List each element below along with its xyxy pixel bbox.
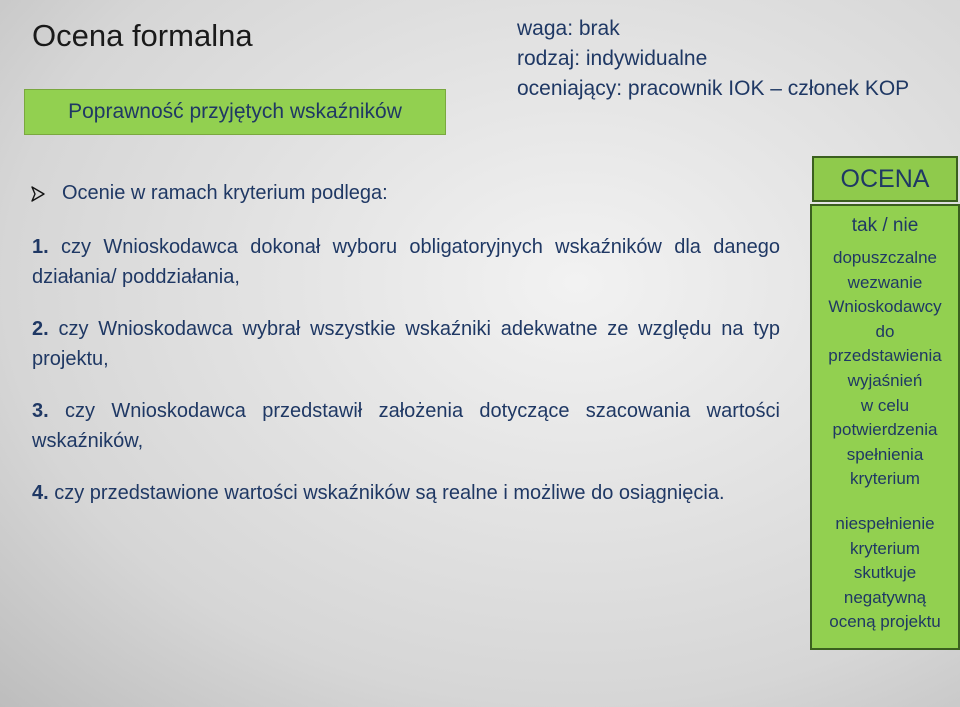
desc-line: dopuszczalne (833, 248, 937, 267)
desc-line: kryterium (850, 469, 920, 489)
item-number: 1. (32, 236, 49, 258)
desc-line: oceną projektu (829, 612, 941, 632)
negative-description (812, 512, 958, 635)
ocena-header-label: OCENA (840, 164, 930, 193)
criterion-meta (517, 14, 909, 104)
desc-line: przedstawienia (828, 346, 942, 366)
item-text: czy Wnioskodawca przedstawił założenia dotyczące szacowania wartości wskaźników, (32, 400, 780, 452)
desc-line: spełnienia (846, 444, 924, 464)
criterion-title: Poprawność przyjętych wskaźników (68, 100, 402, 123)
intro-bullet (30, 182, 388, 205)
arrow-bullet-icon (30, 186, 46, 202)
positive-description (812, 246, 958, 492)
type-label: rodzaj: indywidualne (517, 47, 708, 70)
page-title: Ocena formalna (32, 18, 253, 53)
tak-nie-label: tak / nie (851, 215, 919, 236)
desc-line: do (875, 321, 895, 341)
ocena-header (812, 156, 958, 202)
desc-line: potwierdzenia (832, 420, 938, 440)
ocena-panel (810, 204, 960, 650)
evaluator-label: oceniający: pracownik IOK – członek KOP (517, 77, 910, 100)
item-text: czy Wnioskodawca dokonał wyboru obligatoryjnych wskaźników dla danego działania/ poddziałania, (32, 236, 780, 288)
item-text: czy Wnioskodawca wybrał wszystkie wskaźniki adekwatne ze względu na typ projektu, (32, 318, 780, 370)
desc-line: niespełnienie (835, 513, 935, 533)
item-number: 3. (32, 400, 49, 422)
criterion-item-4 (32, 478, 780, 508)
intro-text: Ocenie w ramach kryterium podlega: (62, 182, 388, 204)
criterion-item-2 (32, 314, 780, 374)
item-text: czy przedstawione wartości wskaźników są realne i możliwe do osiągnięcia. (48, 482, 725, 504)
desc-line: w celu (860, 395, 910, 415)
desc-line: Wnioskodawcy (828, 297, 942, 317)
desc-line: wezwanie (847, 272, 923, 292)
criterion-item-3 (32, 396, 780, 456)
desc-line: negatywną (843, 587, 927, 607)
item-number: 2. (32, 318, 49, 340)
desc-line: skutkuje (853, 563, 917, 583)
desc-line: wyjaśnień (847, 370, 923, 390)
item-number: 4. (32, 482, 49, 504)
desc-line: kryterium (850, 538, 920, 558)
weight-label: waga: brak (517, 17, 620, 40)
criterion-item-1 (32, 232, 780, 292)
criterion-title-box (24, 89, 446, 135)
